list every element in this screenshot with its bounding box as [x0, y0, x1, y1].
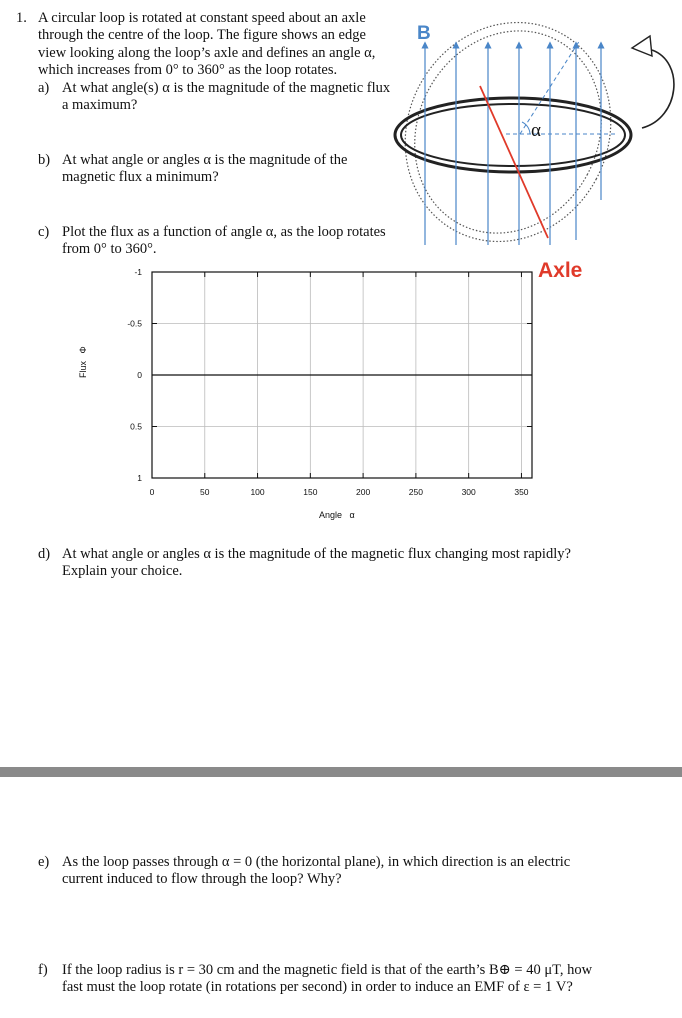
- y-axis-label: [78, 346, 88, 378]
- x-axis-label: [319, 510, 355, 520]
- x-axis-label-symbol: α: [349, 510, 355, 520]
- question-intro: [38, 10, 408, 80]
- part-line: Explain your choice.: [62, 563, 183, 580]
- y-axis-label-text: Flux: [78, 360, 88, 378]
- field-label: B: [417, 23, 431, 44]
- part-line: Plot the flux as a function of angle α, as the loop rotates: [62, 224, 386, 240]
- angle-label: α: [531, 120, 541, 141]
- part-label: c): [38, 224, 50, 240]
- part-line: a maximum?: [62, 97, 138, 114]
- part-label: f): [38, 962, 48, 978]
- part-b: [38, 152, 398, 188]
- x-tick-label: 200: [356, 487, 371, 497]
- part-label: d): [38, 546, 51, 562]
- y-tick-label: 1: [137, 473, 142, 483]
- y-tick-label: -0.5: [127, 318, 142, 329]
- x-axis-label-text: Angle: [319, 510, 343, 520]
- intro-line: view looking along the loop’s axle and defines an angle α,: [38, 44, 376, 61]
- x-tick-label: 350: [514, 487, 529, 497]
- part-label: b): [38, 152, 51, 168]
- x-tick-label: 150: [303, 487, 318, 497]
- part-text: [62, 546, 658, 581]
- field-lines: [425, 45, 601, 245]
- part-text: [62, 854, 658, 889]
- intro-line: through the centre of the loop. The figure shows an edge: [38, 27, 366, 44]
- angle-arc: [522, 122, 530, 134]
- part-line: If the loop radius is r = 30 cm and the magnetic field is that of the earth’s B⊕ = 40 μT, how: [62, 962, 593, 978]
- y-tick-label: 0: [137, 370, 142, 380]
- part-c: [38, 224, 428, 260]
- part-line: current induced to flow through the loop? Why?: [62, 871, 342, 888]
- y-axis-label-symbol: Φ: [78, 346, 88, 354]
- part-line: from 0° to 360°.: [62, 241, 157, 258]
- chart-grid: [152, 272, 532, 478]
- part-d: [38, 546, 658, 582]
- question-number: 1.: [16, 10, 27, 26]
- y-tick-label: 0.5: [130, 421, 142, 432]
- part-text: [62, 80, 432, 115]
- part-line: magnetic flux a minimum?: [62, 169, 219, 186]
- rotation-arrow-icon: [632, 36, 674, 128]
- x-tick-label: 300: [461, 487, 476, 497]
- x-tick-label: 50: [200, 487, 210, 497]
- x-tick-label: 0: [149, 487, 155, 497]
- part-e: [38, 854, 658, 890]
- part-text: [62, 224, 432, 259]
- axle-label: Axle: [538, 259, 583, 282]
- part-a: [38, 80, 428, 116]
- flux-chart: [0, 260, 540, 530]
- intro-line: A circular loop is rotated at constant speed about an axle: [38, 10, 366, 26]
- part-line: At what angle or angles α is the magnitude of the: [62, 152, 348, 168]
- axle-line: [480, 86, 548, 238]
- part-text: [62, 152, 402, 187]
- part-label: a): [38, 80, 50, 96]
- part-line: At what angle(s) α is the magnitude of the magnetic flux: [62, 80, 391, 96]
- part-label: e): [38, 854, 50, 870]
- y-tick-label: -1: [134, 267, 142, 277]
- part-f: [38, 962, 668, 998]
- part-line: fast must the loop rotate (in rotations per second) in order to induce an EMF of ε = 1 V?: [62, 979, 573, 996]
- x-tick-label: 250: [408, 487, 423, 497]
- part-text: [62, 962, 668, 997]
- part-line: As the loop passes through α = 0 (the horizontal plane), in which direction is an electric: [62, 854, 571, 870]
- page-divider: [0, 767, 682, 777]
- horizontal-loop-inner: [401, 104, 625, 166]
- intro-line: which increases from 0° to 360° as the loop rotates.: [38, 62, 338, 79]
- part-line: At what angle or angles α is the magnitude of the magnetic flux changing most rapidly?: [62, 546, 571, 562]
- x-tick-label: 100: [250, 487, 265, 497]
